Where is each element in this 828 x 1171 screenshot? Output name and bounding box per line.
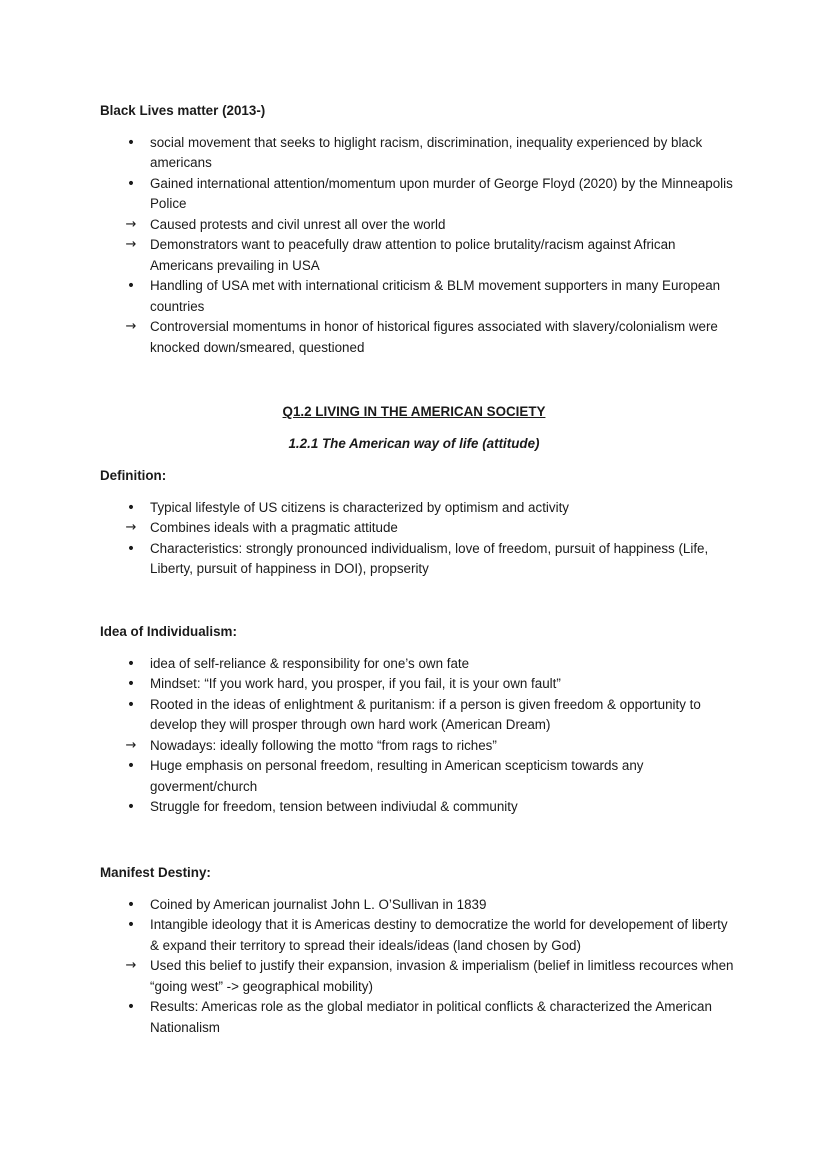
list-item xyxy=(100,695,740,736)
list-item xyxy=(100,215,740,236)
list-item-text: Caused protests and civil unrest all over the world xyxy=(150,216,446,232)
arrow-icon: → xyxy=(125,237,137,252)
list-item xyxy=(100,674,740,695)
list-item xyxy=(100,654,740,675)
list-item-text: social movement that seeks to higlight racism, discrimination, inequality experienced by black americans xyxy=(150,134,703,170)
list-item xyxy=(100,317,740,358)
list-item-text: Mindset: “If you work hard, you prosper, if you fail, it is your own fault” xyxy=(150,676,561,691)
list-item-text: Results: Americas role as the global mediator in political conflicts & characterized the American Nationalism xyxy=(150,999,712,1035)
bullet-list xyxy=(100,895,740,1039)
list-item xyxy=(100,133,740,174)
section-heading: Definition: xyxy=(100,468,167,483)
section-black-lives-matter xyxy=(100,101,740,358)
arrow-icon: → xyxy=(125,958,137,973)
bullet-icon: • xyxy=(126,696,136,713)
section-heading: Manifest Destiny: xyxy=(100,865,211,880)
list-item-text: Controversial momentums in honor of historical figures associated with slavery/colonialism were knocked down/smeared, questioned xyxy=(150,319,718,355)
chapter-subtitle: 1.2.1 The American way of life (attitude) xyxy=(288,436,540,451)
list-item-text: Nowadays: ideally following the motto “from rags to riches” xyxy=(150,737,497,753)
bullet-icon: • xyxy=(126,499,136,516)
list-item xyxy=(100,997,740,1038)
list-item-text: Gained international attention/momentum upon murder of George Floyd (2020) by the Minneapolis Police xyxy=(150,175,733,211)
arrow-icon: → xyxy=(125,520,137,535)
list-item xyxy=(100,915,740,956)
bullet-icon: • xyxy=(126,278,136,294)
chapter-title: Q1.2 LIVING IN THE AMERICAN SOCIETY xyxy=(282,404,546,419)
bullet-list xyxy=(100,133,740,359)
list-item xyxy=(100,756,740,797)
bullet-icon: • xyxy=(126,540,136,557)
section-heading: Idea of Individualism: xyxy=(100,624,237,639)
list-item xyxy=(100,174,740,215)
bullet-icon: • xyxy=(126,917,136,933)
arrow-icon: → xyxy=(125,216,137,232)
list-item-text: Combines ideals with a pragmatic attitude xyxy=(150,520,398,535)
arrow-icon: → xyxy=(125,319,137,334)
bullet-icon: • xyxy=(126,999,136,1015)
list-item xyxy=(100,235,740,276)
list-item-text: Coined by American journalist John L. O’Sullivan in 1839 xyxy=(150,896,487,912)
bullet-icon: • xyxy=(126,175,136,192)
list-item-text: Rooted in the ideas of enlightment & puritanism: if a person is given freedom & opportunity to develop they will prosper through own hard work (American Dream) xyxy=(150,696,701,732)
list-item xyxy=(100,518,740,539)
section-heading: Black Lives matter (2013-) xyxy=(100,103,266,118)
section-individualism xyxy=(100,622,740,818)
bullet-icon: • xyxy=(126,799,136,815)
list-item-text: Struggle for freedom, tension between indiviudal & community xyxy=(150,799,518,814)
list-item xyxy=(100,498,740,519)
list-item-text: Handling of USA met with international criticism & BLM movement supporters in many European countries xyxy=(150,278,721,314)
list-item-text: idea of self-reliance & responsibility for one’s own fate xyxy=(150,655,470,671)
list-item-text: Used this belief to justify their expansion, invasion & imperialism (belief in limitless recources when “going west” -> geographical mobility) xyxy=(150,958,734,994)
section-manifest-destiny xyxy=(100,863,740,1038)
list-item-text: Huge emphasis on personal freedom, resulting in American scepticism towards any goverment/church xyxy=(150,758,644,794)
arrow-icon: → xyxy=(125,737,137,753)
bullet-icon: • xyxy=(126,676,136,692)
list-item xyxy=(100,895,740,916)
bullet-list xyxy=(100,654,740,818)
list-item xyxy=(100,956,740,997)
list-item-text: Characteristics: strongly pronounced individualism, love of freedom, pursuit of happiness (Life, Liberty, pursuit of happiness in DOI), propserity xyxy=(150,540,709,576)
bullet-list xyxy=(100,498,740,580)
section-definition xyxy=(100,466,740,580)
list-item xyxy=(100,797,740,818)
list-item-text: Intangible ideology that it is Americas destiny to democratize the world for developement of liberty & expand their territory to spread their ideals/ideas (land chosen by God) xyxy=(150,917,728,953)
bullet-icon: • xyxy=(126,655,136,672)
list-item-text: Typical lifestyle of US citizens is characterized by optimism and activity xyxy=(150,499,569,515)
bullet-icon: • xyxy=(126,134,136,151)
list-item xyxy=(100,276,740,317)
list-item xyxy=(100,539,740,580)
list-item xyxy=(100,736,740,757)
bullet-icon: • xyxy=(126,758,136,774)
bullet-icon: • xyxy=(126,896,136,913)
list-item-text: Demonstrators want to peacefully draw attention to police brutality/racism against African Americans prevailing in USA xyxy=(150,237,676,273)
